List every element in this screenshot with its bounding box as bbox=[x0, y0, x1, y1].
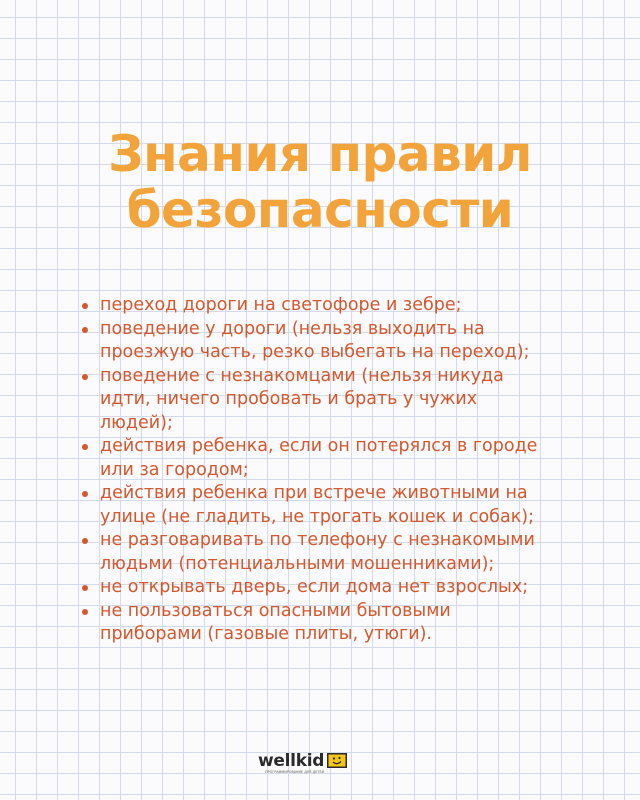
bullet-icon bbox=[82, 444, 88, 450]
bullet-icon bbox=[82, 609, 88, 615]
list-item-text: не разговаривать по телефону с незнакомыми людьми (потенциальными мошенниками); bbox=[100, 530, 535, 574]
list-item bbox=[78, 482, 598, 529]
list-item-text: поведение у дороги (нельзя выходить на проезжую часть, резко выбегать на переход); bbox=[100, 318, 530, 362]
list-item bbox=[78, 529, 598, 576]
logo-tagline: ПРОГРАММИРОВАНИЕ ДЛЯ ДЕТЕЙ bbox=[265, 770, 325, 774]
list-item-text: действия ребенка при встрече животными на улице (не гладить, не трогать кошек и собак); bbox=[100, 483, 534, 527]
wellkid-logo bbox=[258, 752, 347, 778]
safety-rules-list bbox=[78, 294, 598, 647]
list-item-text: не открывать дверь, если дома нет взрослых; bbox=[100, 577, 529, 597]
list-item bbox=[78, 600, 598, 647]
list-item-text: поведение с незнакомцами (нельзя никуда идти, ничего пробовать и брать у чужих людей); bbox=[100, 365, 504, 433]
list-item bbox=[78, 365, 598, 436]
list-item bbox=[78, 318, 598, 365]
bullet-icon bbox=[82, 538, 88, 544]
list-item-text: действия ребенка, если он потерялся в городе или за городом; bbox=[100, 436, 538, 480]
title-line-1: Знания правил bbox=[108, 125, 532, 183]
list-item bbox=[78, 435, 598, 482]
smiley-icon bbox=[327, 753, 347, 768]
bullet-icon bbox=[82, 585, 88, 591]
bullet-icon bbox=[82, 491, 88, 497]
list-item-text: не пользоваться опасными бытовыми приборами (газовые плиты, утюги). bbox=[100, 600, 451, 644]
logo-wordmark: wellkid bbox=[258, 751, 325, 771]
bullet-icon bbox=[82, 374, 88, 380]
bullet-icon bbox=[82, 303, 88, 309]
title-line-2: безопасности bbox=[126, 181, 514, 239]
list-item bbox=[78, 576, 598, 600]
bullet-icon bbox=[82, 327, 88, 333]
list-item bbox=[78, 294, 598, 318]
page-title bbox=[0, 126, 640, 238]
list-item-text: переход дороги на светофоре и зебре; bbox=[100, 295, 462, 315]
logo-text bbox=[258, 752, 324, 775]
